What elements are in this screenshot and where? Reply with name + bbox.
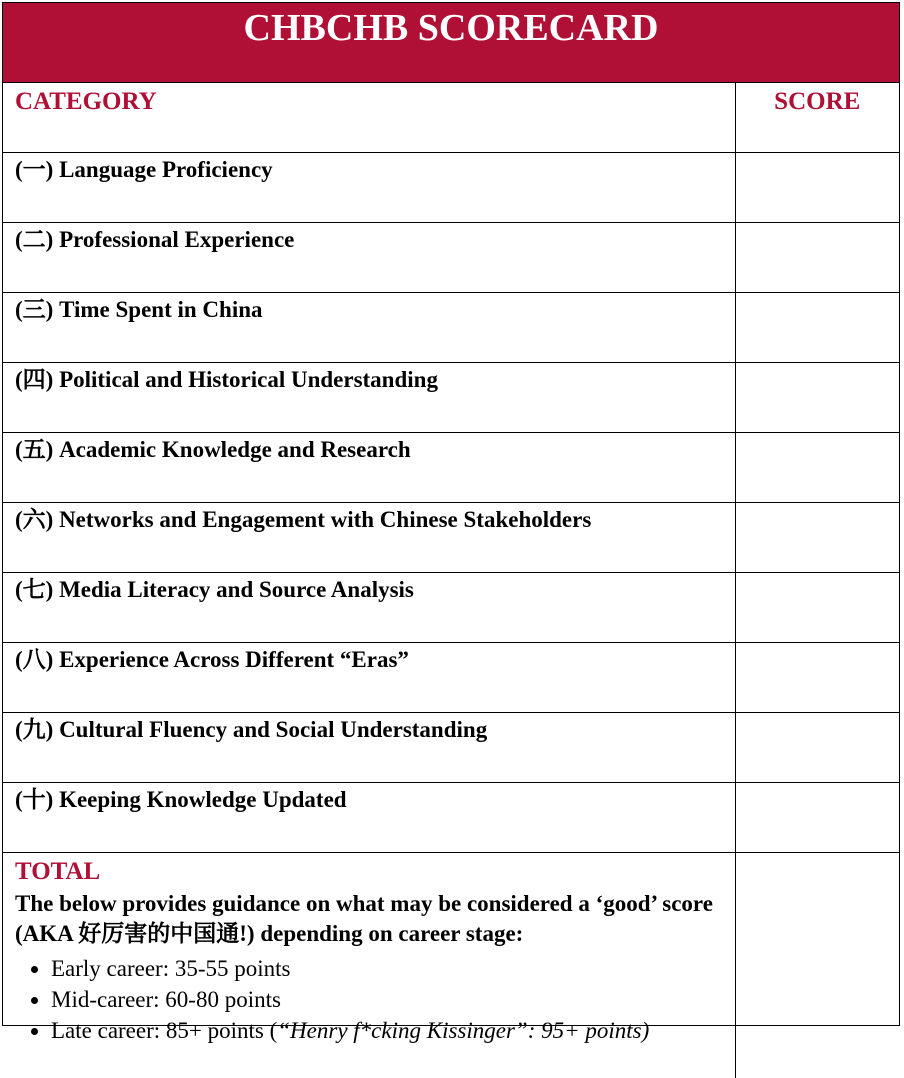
score-cell[interactable] bbox=[735, 643, 899, 713]
level-text: Mid-career: 60-80 points bbox=[51, 987, 281, 1012]
category-row bbox=[3, 223, 899, 293]
category-label: (七) Media Literacy and Source Analysis bbox=[3, 573, 735, 643]
score-cell[interactable] bbox=[735, 433, 899, 503]
category-label: (六) Networks and Engagement with Chinese Stakeholders bbox=[3, 503, 735, 573]
category-row bbox=[3, 363, 899, 433]
category-row bbox=[3, 503, 899, 573]
level-text: Late career: 85+ points ( bbox=[51, 1018, 277, 1043]
list-item bbox=[51, 953, 735, 984]
header-row bbox=[3, 83, 899, 153]
score-cell[interactable] bbox=[735, 293, 899, 363]
scorecard bbox=[2, 2, 900, 1026]
category-label: (十) Keeping Knowledge Updated bbox=[3, 783, 735, 853]
category-row bbox=[3, 643, 899, 713]
scorecard-title: CHBCHB SCORECARD bbox=[3, 3, 899, 83]
level-italic-note: “Henry f*cking Kissinger”: 95+ points) bbox=[277, 1018, 649, 1043]
category-row bbox=[3, 433, 899, 503]
score-cell[interactable] bbox=[735, 363, 899, 433]
score-header: SCORE bbox=[735, 83, 899, 153]
level-text: Early career: 35-55 points bbox=[51, 956, 291, 981]
category-row bbox=[3, 783, 899, 853]
category-label: (三) Time Spent in China bbox=[3, 293, 735, 363]
category-label: (八) Experience Across Different “Eras” bbox=[3, 643, 735, 713]
category-label: (五) Academic Knowledge and Research bbox=[3, 433, 735, 503]
list-item bbox=[51, 984, 735, 1015]
category-row bbox=[3, 153, 899, 223]
score-cell[interactable] bbox=[735, 713, 899, 783]
category-row bbox=[3, 293, 899, 363]
list-item bbox=[51, 1015, 735, 1046]
category-label: (九) Cultural Fluency and Social Understanding bbox=[3, 713, 735, 783]
total-cell bbox=[3, 853, 735, 1078]
category-row bbox=[3, 573, 899, 643]
scorecard-table bbox=[3, 83, 899, 1078]
score-cell[interactable] bbox=[735, 573, 899, 643]
score-cell[interactable] bbox=[735, 223, 899, 293]
category-row bbox=[3, 713, 899, 783]
score-cell[interactable] bbox=[735, 503, 899, 573]
category-header: CATEGORY bbox=[3, 83, 735, 153]
category-label: (四) Political and Historical Understanding bbox=[3, 363, 735, 433]
score-cell[interactable] bbox=[735, 153, 899, 223]
category-label: (二) Professional Experience bbox=[3, 223, 735, 293]
total-row bbox=[3, 853, 899, 1078]
score-cell[interactable] bbox=[735, 783, 899, 853]
career-levels-list bbox=[15, 953, 735, 1046]
guidance-text: The below provides guidance on what may be considered a ‘good’ score (AKA 好厉害的中国通!) depending on career stage: bbox=[15, 889, 735, 949]
total-score-cell[interactable] bbox=[735, 853, 899, 1078]
category-label: (一) Language Proficiency bbox=[3, 153, 735, 223]
total-label: TOTAL bbox=[15, 857, 735, 887]
